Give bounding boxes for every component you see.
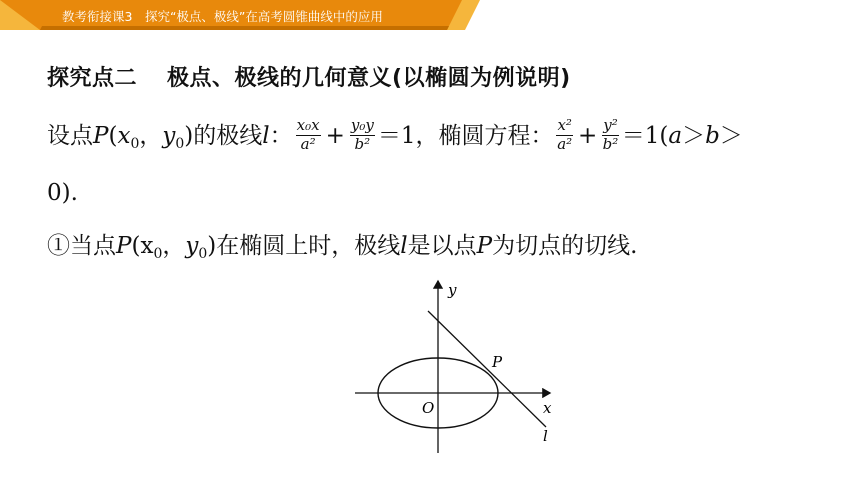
sub-0: 0 bbox=[198, 246, 208, 262]
var-P: P bbox=[93, 123, 109, 149]
header-bar bbox=[0, 0, 860, 30]
var-P: P bbox=[116, 233, 132, 259]
heading-title: 极点、极线的几何意义(以椭圆为例说明) bbox=[167, 66, 571, 91]
ellipse-diagram bbox=[340, 275, 580, 460]
var-l: l bbox=[400, 233, 408, 259]
fraction-x2-a2: $\frac{\text{x²}}{\text{a²}}$ bbox=[557, 116, 573, 153]
sub-0: 0 bbox=[130, 136, 140, 152]
text-prefix: 设点 bbox=[47, 123, 93, 149]
tangent-line bbox=[428, 311, 546, 427]
fraction-x0x-a2: $\frac{\text{x₀x}}{\text{a²}}$ bbox=[296, 116, 320, 153]
heading-label: 探究点二 bbox=[47, 66, 138, 91]
text-equals-one: ＝1( bbox=[621, 123, 669, 149]
coords: (x bbox=[131, 233, 154, 259]
var-P: P bbox=[476, 233, 493, 259]
var-a: a bbox=[668, 123, 683, 149]
label-y: y bbox=[448, 281, 457, 299]
text-is-point: 是以点 bbox=[407, 233, 477, 259]
greater-than: ＞ bbox=[719, 123, 743, 149]
comma: ， bbox=[139, 123, 163, 149]
fraction-y2-b2: $\frac{\text{y²}}{\text{b²}}$ bbox=[602, 116, 619, 153]
sub-0: 0 bbox=[153, 246, 163, 262]
text-equation: ＝1，椭圆方程： bbox=[377, 123, 554, 149]
paragraph-line-1 bbox=[47, 117, 743, 155]
breadcrumb: 教考衔接课3 探究“极点、极线”在高考圆锥曲线中的应用 bbox=[62, 9, 383, 24]
plus-sign: + bbox=[325, 123, 345, 149]
greater-than: ＞ bbox=[682, 123, 706, 149]
text-tangent: 为切点的切线. bbox=[492, 233, 638, 259]
label-point-P: P bbox=[492, 353, 503, 371]
plus-sign: + bbox=[577, 123, 598, 149]
text-polar-line: )的极线 bbox=[184, 123, 263, 149]
text-on-ellipse: )在椭圆上时，极线 bbox=[207, 233, 401, 259]
var-y: y bbox=[185, 233, 199, 259]
ellipse-figure bbox=[340, 275, 580, 464]
fraction-y0y-b2: $\frac{\text{y₀y}}{\text{b²}}$ bbox=[350, 116, 374, 153]
paragraph-line-2: 0). bbox=[47, 180, 78, 206]
section-heading bbox=[47, 61, 571, 92]
label-x: x bbox=[543, 399, 552, 417]
var-l: l bbox=[262, 123, 270, 149]
var-b: b bbox=[705, 123, 720, 149]
var-x: x bbox=[117, 123, 131, 149]
paren-open: ( bbox=[108, 123, 118, 149]
circled-number: ① bbox=[47, 233, 70, 259]
paragraph-line-3 bbox=[47, 227, 637, 262]
label-origin: O bbox=[422, 399, 435, 417]
text-when-point: 当点 bbox=[70, 233, 116, 259]
label-line-l: l bbox=[543, 427, 548, 445]
var-y: y bbox=[162, 123, 176, 149]
colon: ： bbox=[269, 123, 293, 149]
sub-0: 0 bbox=[175, 136, 185, 152]
comma: ， bbox=[162, 233, 186, 259]
